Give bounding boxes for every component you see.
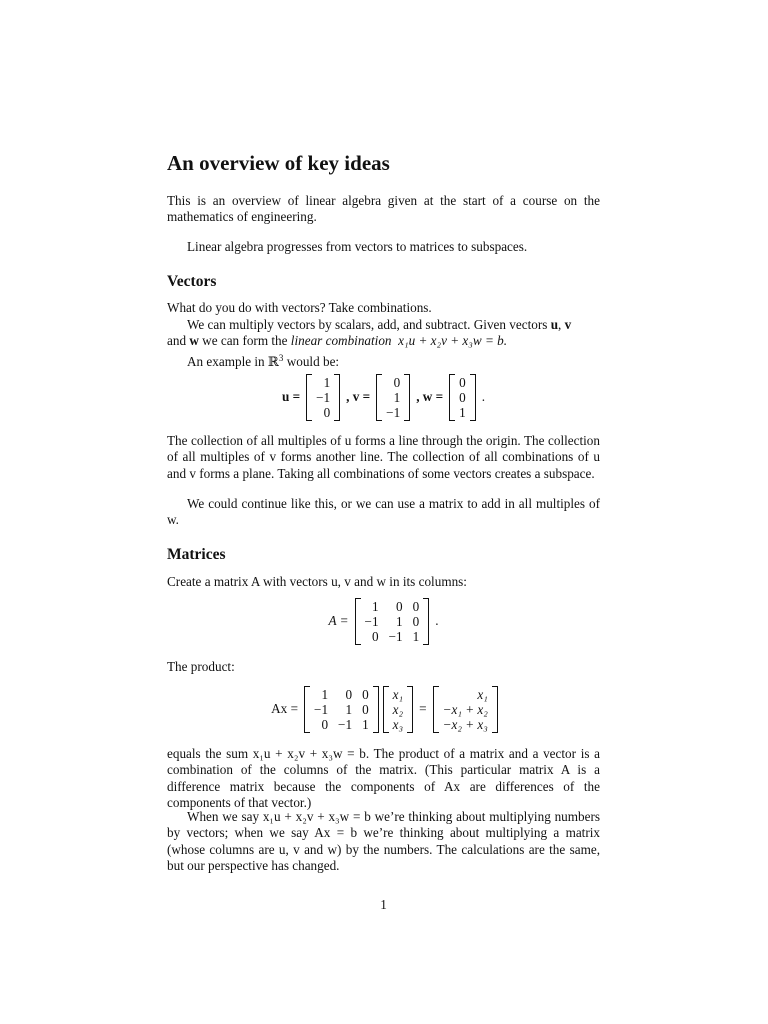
A-label: A = xyxy=(328,613,349,629)
vectors-paragraph-4: The collection of all multiples of u forms a line through the origin. The collection of all multiples of v forms another line. The collection of all combinations of u and v forms a plane. Taking all combinations of some vectors creates a subspace. xyxy=(167,433,600,481)
matrix-product: Ax = 1 0 0 −1 1 0 0 −1 1 x₁ x₂ x₃ = x₁ −x₁ + x₂ −x₂ + x₃ xyxy=(167,686,600,733)
matrices-paragraph-3: When we say x₁u + x₂v + x₃w = b we’re thinking about multiplying numbers by vectors; when we say Ax = b we’re thinking about multiplying a matrix (whose columns are u, v and w) by the numbers. The calculations are the same, but our perspective has changed. xyxy=(167,809,600,874)
result-entry: −x₁ + x₂ xyxy=(442,702,488,717)
matrix-A-entry: 1 xyxy=(412,629,420,644)
vector-u-entry: 0 xyxy=(323,405,331,420)
matrix-A-entry: 1 xyxy=(371,599,379,614)
page-number: 1 xyxy=(380,897,387,912)
v-label: , v = xyxy=(346,389,371,405)
vectors-paragraph-2: We can multiply vectors by scalars, add, and subtract. Given vectors u, v and w we can form the linear combination x₁u + x₂v + x₃w = b. xyxy=(167,317,572,349)
Ax-label: Ax = xyxy=(271,701,299,717)
product-label: The product: xyxy=(167,659,235,674)
vector-x-entry: x₁ xyxy=(392,687,404,702)
vector-x-entry: x₃ xyxy=(392,717,404,732)
vector-u-entry: −1 xyxy=(316,390,331,405)
intro-paragraph-2: Linear algebra progresses from vectors to matrices to subspaces. xyxy=(187,239,528,254)
vector-w xyxy=(449,374,476,421)
result-entry: x₁ xyxy=(477,687,488,702)
page-title: An overview of key ideas xyxy=(167,151,390,175)
matrix-A-entry: −1 xyxy=(364,614,379,629)
matrix-A-entry: 0 xyxy=(362,687,369,702)
vectors-paragraph-3: An example in ℝ$^3$ would be: xyxy=(187,353,340,369)
vector-x-entry: x₂ xyxy=(392,702,404,717)
vector-v-entry: −1 xyxy=(386,405,401,420)
vector-v-entry: 1 xyxy=(393,390,401,405)
w-label: , w = xyxy=(416,389,444,405)
matrix-A-entry: 1 xyxy=(362,717,369,732)
vector-u xyxy=(306,374,340,421)
matrix-A-entry: 0 xyxy=(412,614,420,629)
u-label: u = xyxy=(281,389,301,405)
result-entry: −x₂ + x₃ xyxy=(442,717,488,732)
matrices-paragraph-1: Create a matrix A with vectors u, v and w in its columns: xyxy=(167,574,467,589)
matrix-A-definition: A = 1 0 0 −1 1 0 0 −1 1 . xyxy=(328,599,439,644)
matrix-A-entry: −1 xyxy=(314,702,329,717)
section-heading-matrices: Matrices xyxy=(167,546,226,563)
matrix-A xyxy=(355,598,430,645)
matrix-A-entry: 0 xyxy=(412,599,420,614)
matrix-A-entry: 0 xyxy=(396,599,403,614)
vector-w-entry: 1 xyxy=(459,405,466,420)
vector-v xyxy=(376,374,410,421)
intro-paragraph: This is an overview of linear algebra given at the start of a course on the mathematics of engineering. xyxy=(167,193,600,225)
matrix-A-entry: 0 xyxy=(371,629,379,644)
vectors-paragraph-1: What do you do with vectors? Take combinations. xyxy=(167,300,432,315)
matrix-A-product xyxy=(304,686,379,733)
matrices-paragraph-2: equals the sum x₁u + x₂v + x₃w = b. The product of a matrix and a vector is a combination of the columns of the matrix. (This particular matrix A is a difference matrix because the components of Ax are differences of the components of that vector.) xyxy=(167,746,600,811)
matrix-A-entry: 0 xyxy=(321,717,329,732)
matrix-A-entry: −1 xyxy=(338,717,353,732)
vector-w-entry: 0 xyxy=(459,375,466,390)
section-heading-vectors: Vectors xyxy=(167,273,217,290)
vector-result xyxy=(433,686,498,733)
matrix-A-entry: 1 xyxy=(396,614,403,629)
matrix-A-entry: 0 xyxy=(345,687,353,702)
vector-example: u = 1 −1 0 , v = 0 1 −1 , w = 0 0 1 . xyxy=(281,375,486,420)
matrix-A-entry: 1 xyxy=(345,702,353,717)
vector-v-entry: 0 xyxy=(393,375,401,390)
vectors-paragraph-5: We could continue like this, or we can use a matrix to add in all multiples of w. xyxy=(167,496,600,528)
matrix-A-entry: 1 xyxy=(321,687,329,702)
vector-w-entry: 0 xyxy=(459,390,466,405)
vector-x xyxy=(383,686,413,733)
vector-u-entry: 1 xyxy=(323,375,331,390)
matrix-A-entry: −1 xyxy=(388,629,403,644)
matrix-A-entry: 0 xyxy=(362,702,369,717)
